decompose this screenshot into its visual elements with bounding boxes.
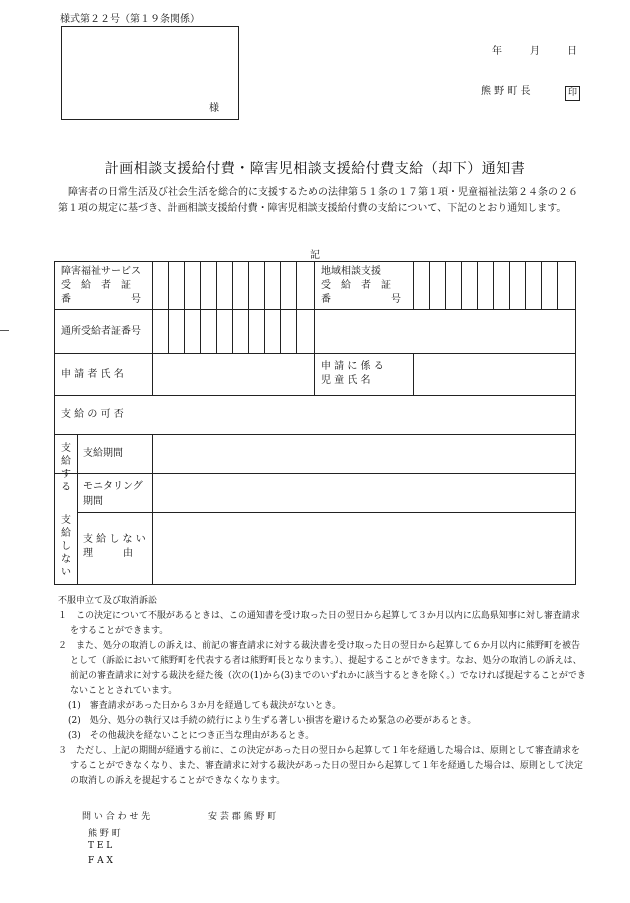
label-nosupply-reason-line1: 支 給 し な い bbox=[83, 534, 146, 545]
label-welfare-cert-line1: 障害福祉サービス bbox=[61, 266, 141, 277]
ki-marker: 記 bbox=[310, 250, 320, 261]
notes-heading: 不服申立て及び取消訴訟 bbox=[58, 596, 158, 606]
label-child-name-line2: 児 童 氏 名 bbox=[321, 375, 371, 386]
intro-paragraph bbox=[58, 185, 578, 217]
margin-tick-mark bbox=[0, 330, 9, 331]
addressee-box[interactable] bbox=[61, 26, 239, 120]
notice-table bbox=[54, 261, 576, 585]
note-item: １ この決定について不服があるときは、この通知書を受け取った日の翌日から起算して３か月以内に広島県知事に対し審査請求をすることができます。 bbox=[58, 611, 580, 636]
label-welfare-cert-line2: 受 給 者 証 bbox=[61, 280, 131, 291]
supply-char-2: 給 bbox=[61, 456, 71, 467]
supply-char-3: す bbox=[61, 469, 71, 480]
label-monitoring-line1: モニタリング bbox=[83, 481, 143, 492]
note-subitem: (1) 審査請求があった日から３か月を経過しても裁決がないとき。 bbox=[68, 701, 342, 711]
contact-label: 問 い 合 わ せ 先 bbox=[82, 812, 151, 822]
nosupply-char-5: い bbox=[61, 567, 71, 578]
label-regional-cert-line1: 地域相談支援 bbox=[321, 266, 381, 277]
nosupply-char-1: 支 bbox=[61, 515, 71, 526]
issuer-name: 熊 野 町 長 bbox=[481, 86, 531, 97]
label-regional-cert-line2: 受 給 者 証 bbox=[321, 280, 391, 291]
contact-office: 安 芸 郡 熊 野 町 bbox=[208, 812, 277, 822]
note-subitem: (3) その他裁決を経ないことにつき正当な理由があるとき。 bbox=[68, 731, 315, 741]
addressee-suffix: 様 bbox=[209, 103, 219, 114]
intro-text: 障害者の日常生活及び社会生活を総合的に支援するための法律第５１条の１７第１項・児童福祉法第２４条の２６第１項の規定に基づき、計画相談支援給付費・障害児相談支援給付費の支給について、下記のとおり通知します。 bbox=[58, 187, 578, 214]
seal-mark bbox=[565, 80, 580, 101]
contact-fax: F A X bbox=[88, 856, 113, 866]
date-month: 月 bbox=[530, 46, 540, 57]
supply-char-4: る bbox=[61, 482, 71, 493]
label-regional-cert-line3: 番 号 bbox=[321, 294, 401, 305]
seal-text: 印 bbox=[565, 86, 580, 101]
form-number: 様式第２２号（第１９条関係） bbox=[60, 14, 200, 25]
supply-char-1: 支 bbox=[61, 443, 71, 454]
label-child-name-line1: 申 請 に 係 る bbox=[321, 361, 384, 372]
nosupply-char-2: 給 bbox=[61, 528, 71, 539]
date-year: 年 bbox=[492, 46, 502, 57]
label-applicant-name: 申 請 者 氏 名 bbox=[61, 369, 124, 380]
label-nosupply-reason-line2: 理 由 bbox=[83, 548, 133, 559]
note-item: ３ ただし、上記の期間が経過する前に、この決定があった日の翌日から起算して１年を経過した場合は、原則として審査請求をすることができなくなり、また、審査請求に対する裁決があった日の翌日から起算して１年を経過した場合は、原則として決定の取消しの訴えを提起することができなくなります。 bbox=[58, 746, 583, 786]
contact-town: 熊 野 町 bbox=[88, 829, 121, 839]
note-item: ２ また、処分の取消しの訴えは、前記の審査請求に対する裁決書を受け取った日の翌日から起算して６か月以内に熊野町を被告として（訴訟において熊野町を代表する者は熊野町長となります。）、提起することができます。なお、処分の取消しの訴えは、前記の審査請求に対する裁決を経た後（次の(1)から(3)までのいずれかに該当するときを除く。）でなければ提起することができないこととされています。 bbox=[58, 641, 586, 696]
label-approval: 支 給 の 可 否 bbox=[61, 409, 124, 420]
label-commute-cert: 通所受給者証番号 bbox=[61, 326, 141, 337]
nosupply-char-4: な bbox=[61, 554, 71, 565]
date-day: 日 bbox=[567, 46, 577, 57]
label-welfare-cert-line3: 番 号 bbox=[61, 294, 141, 305]
note-subitem: (2) 処分、処分の執行又は手続の続行により生ずる著しい損害を避けるため緊急の必要があるとき。 bbox=[68, 716, 477, 726]
contact-tel: T E L bbox=[88, 841, 113, 851]
label-monitoring-line2: 期間 bbox=[83, 496, 103, 507]
document-title: 計画相談支援給付費・障害児相談支援給付費支給（却下）通知書 bbox=[104, 161, 526, 177]
nosupply-char-3: し bbox=[61, 541, 71, 552]
appeal-notes bbox=[58, 594, 588, 789]
label-supply-period: 支給期間 bbox=[83, 448, 123, 459]
